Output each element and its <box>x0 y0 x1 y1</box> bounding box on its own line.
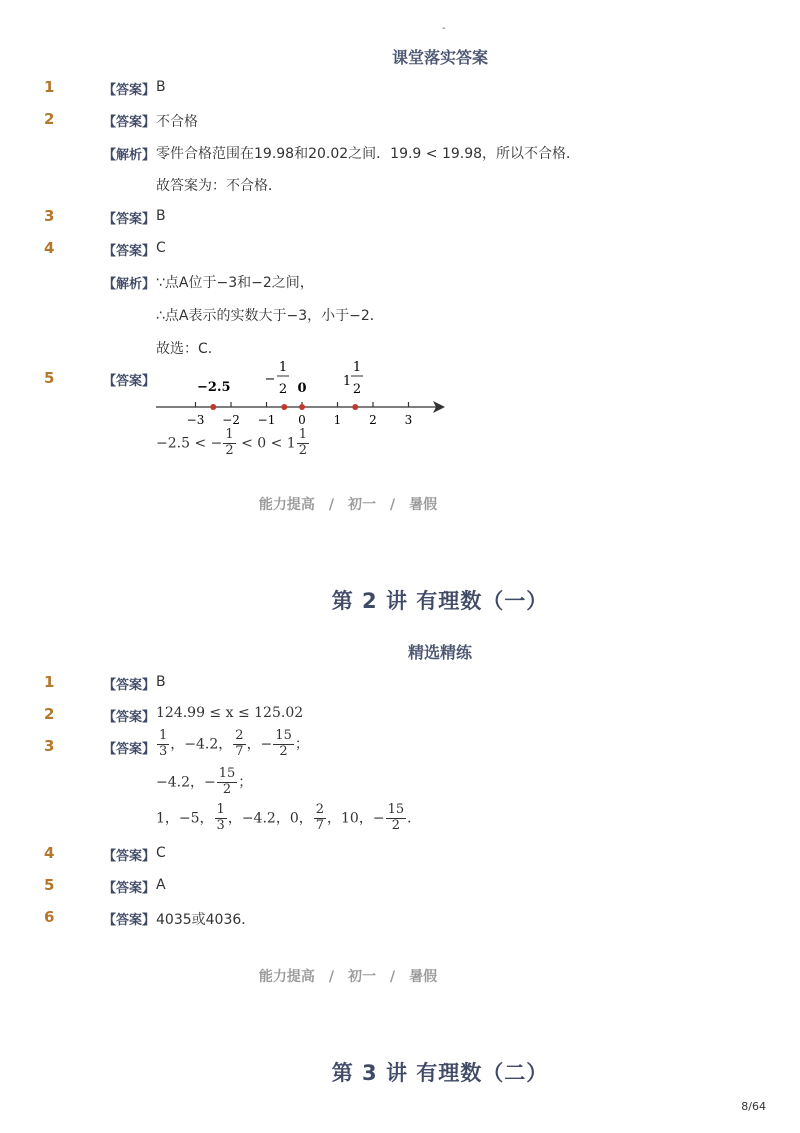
fraction <box>233 729 245 760</box>
answer-text: B <box>156 79 166 95</box>
fraction <box>273 729 294 760</box>
number-line <box>150 355 450 435</box>
fraction-num: 15 <box>218 766 236 781</box>
answer-tag: 【答案】 <box>103 678 156 693</box>
fraction-num: 1 <box>298 427 307 442</box>
text-part: ． <box>407 810 422 827</box>
answer-text: 124.99 ≤ x ≤ 125.02 <box>156 705 304 721</box>
answer-tag: 【答案】 <box>103 244 156 259</box>
fraction <box>215 803 227 834</box>
top-mark: - <box>442 23 446 34</box>
q3-line-1 <box>156 729 309 760</box>
question-number: 4 <box>44 239 55 257</box>
answer-tag: 【答案】 <box>103 742 156 757</box>
number-line-point <box>210 404 216 410</box>
analysis-text: ∵点A位于−3和−2之间， <box>156 275 314 291</box>
chapter-title: 第 2 讲 有理数（一） <box>331 589 549 613</box>
answer-text: C <box>156 240 166 256</box>
answer-text: B <box>156 674 166 690</box>
chapter-title: 第 3 讲 有理数（二） <box>331 1061 549 1085</box>
answer-text: 4035或4036． <box>156 912 256 928</box>
fraction <box>217 767 238 798</box>
answer-tag: 【答案】 <box>103 83 156 98</box>
number-line-point <box>281 404 287 410</box>
fraction-den: 2 <box>222 781 232 797</box>
question-number: 1 <box>44 673 55 691</box>
answer-tag: 【答案】 <box>103 913 156 928</box>
label-neg-half-num: 1 <box>278 360 288 375</box>
fraction-den: 2 <box>391 817 400 833</box>
label-zero: 0 <box>297 381 307 396</box>
fraction-num: 1 <box>225 427 234 442</box>
fraction-den: 3 <box>216 817 225 833</box>
fraction-den: 2 <box>279 743 288 759</box>
q3-line-3 <box>156 803 421 834</box>
fraction-num: 1 <box>216 802 225 817</box>
fraction <box>386 803 407 834</box>
question-number: 3 <box>44 737 55 755</box>
answer-tag: 【答案】 <box>103 881 156 896</box>
answer-tag: 【答案】 <box>103 710 156 725</box>
question-number: 1 <box>44 78 55 96</box>
label-neg-half-sign: − <box>264 372 276 387</box>
fraction-den: 3 <box>159 743 168 759</box>
text-part: −4.2，− <box>156 774 216 791</box>
label-one-half-num: 1 <box>352 360 362 375</box>
question-number: 5 <box>44 369 55 387</box>
answer-tag: 【答案】 <box>103 212 156 227</box>
fraction <box>223 428 235 459</box>
label-neg-2-5: −2.5 <box>197 380 231 395</box>
section-title: 课堂落实答案 <box>391 48 488 67</box>
tick-label: 3 <box>404 413 413 427</box>
text-part: 1，−5， <box>156 810 214 827</box>
page-footer: 能力提高 / 初一 / 暑假 <box>258 969 438 985</box>
tick-label: 0 <box>298 413 306 427</box>
answer-text: B <box>156 208 166 224</box>
question-number: 4 <box>44 844 55 862</box>
question-number: 2 <box>44 110 55 128</box>
page-footer: 能力提高 / 初一 / 暑假 <box>258 497 438 513</box>
label-one-half-whole: 1 <box>342 374 352 389</box>
analysis-tag: 【解析】 <box>103 148 156 163</box>
tick-label: −1 <box>257 413 276 427</box>
question-number: 5 <box>44 876 55 894</box>
text-part: ，10，− <box>327 810 385 827</box>
inequality-part: −2.5 < − <box>156 435 223 452</box>
text-part: ； <box>294 736 309 753</box>
question-number: 2 <box>44 705 55 723</box>
answer-tag: 【答案】 <box>103 374 156 389</box>
fraction-num: 15 <box>387 802 405 817</box>
fraction-den: 2 <box>298 442 307 458</box>
answer-text: C <box>156 845 166 861</box>
fraction <box>297 428 309 459</box>
fraction <box>157 729 169 760</box>
tick-label: −3 <box>186 413 205 427</box>
analysis-text: 零件合格范围在19.98和20.02之间．19.9 < 19.98，所以不合格． <box>156 146 581 162</box>
analysis-tag: 【解析】 <box>103 277 156 292</box>
q3-line-2 <box>156 767 252 798</box>
section-title: 精选精练 <box>407 643 472 662</box>
analysis-text: 故答案为：不合格． <box>156 178 282 194</box>
tick-label: 2 <box>369 413 377 427</box>
question-number: 6 <box>44 908 55 926</box>
tick-label: −2 <box>222 413 240 427</box>
analysis-text: ∴点A表示的实数大于−3，小于−2． <box>156 308 384 324</box>
fraction-den: 7 <box>315 817 325 833</box>
number-line-point <box>352 404 358 410</box>
answer-tag: 【答案】 <box>103 115 156 130</box>
fraction <box>314 803 326 834</box>
label-neg-half-den: 2 <box>278 382 288 397</box>
fraction-num: 2 <box>235 728 244 743</box>
fraction-num: 2 <box>315 802 325 817</box>
inequality-part: < 0 < 1 <box>236 435 296 452</box>
fraction-num: 1 <box>159 728 168 743</box>
tick-label: 1 <box>333 413 342 427</box>
number-line-point <box>299 404 305 410</box>
question-number: 3 <box>44 207 55 225</box>
answer-tag: 【答案】 <box>103 849 156 864</box>
fraction-den: 7 <box>235 743 244 759</box>
page-number: 8/64 <box>741 1100 766 1113</box>
answer-text: 不合格 <box>156 114 198 130</box>
label-one-half-den: 2 <box>352 382 362 397</box>
text-part: ，− <box>246 736 273 753</box>
fraction-den: 2 <box>225 442 234 458</box>
text-part: ，−4.2，0， <box>227 810 313 827</box>
analysis-text: 故选：C． <box>156 341 222 357</box>
fraction-num: 15 <box>275 728 292 743</box>
inequality <box>156 428 310 459</box>
text-part: ； <box>238 774 253 791</box>
text-part: ，−4.2， <box>170 736 233 753</box>
answer-text: A <box>156 877 166 893</box>
